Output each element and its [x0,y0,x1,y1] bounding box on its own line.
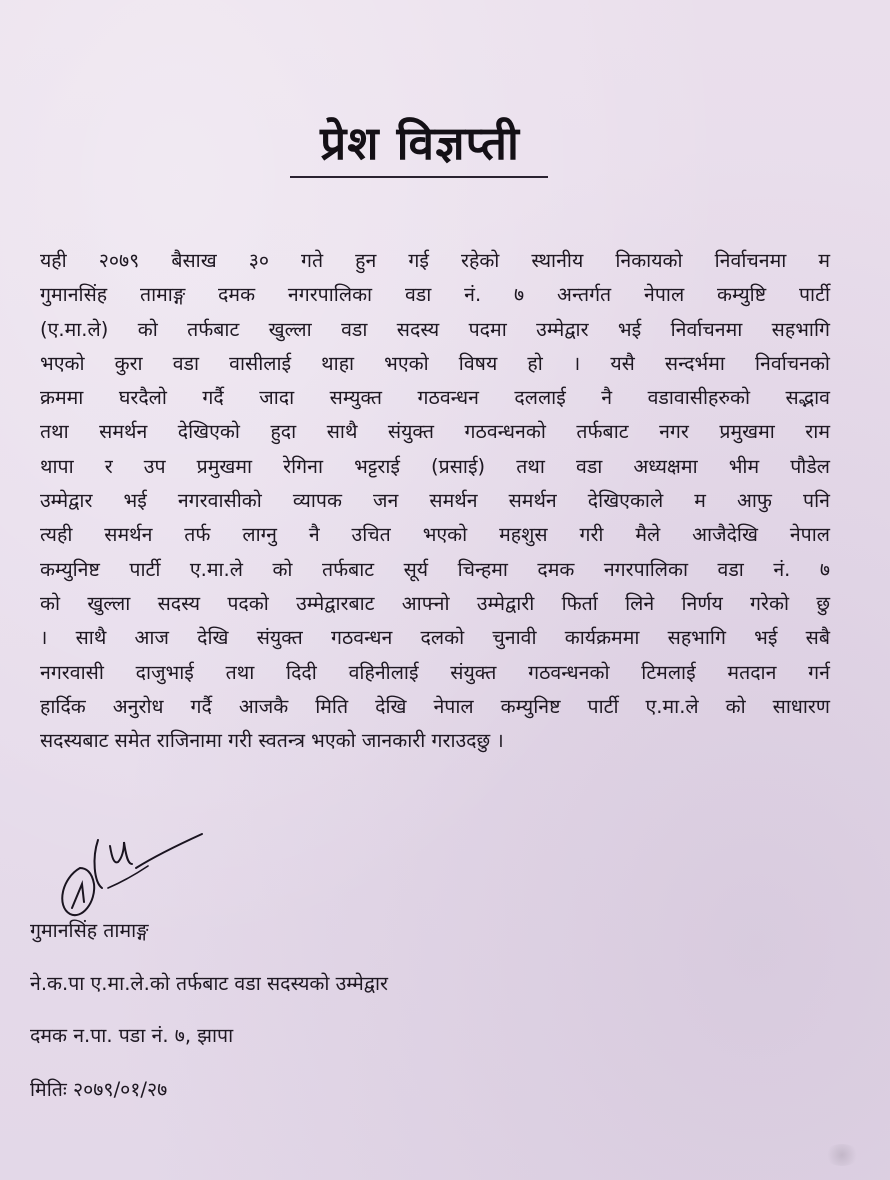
signatory-role: ने.क.पा ए.मा.ले.को तर्फबाट वडा सदस्यको उम्मेद्वार [30,972,389,995]
body-line: यही २०७९ बैसाख ३० गते हुन गई रहेको स्थानीय निकायको निर्वाचनमा म [40,249,830,272]
body-line: हार्दिक अनुरोध गर्दै आजकै मिति देखि नेपाल कम्युनिष्ट पार्टी ए.मा.ले को साधारण [40,694,830,718]
title-underline [290,176,548,178]
paper-smudge [824,1144,860,1166]
body-line: भएको कुरा वडा वासीलाई थाहा भएको विषय हो । यसै सन्दर्भमा निर्वाचनको [40,351,830,375]
body-line-last: सदस्यबाट समेत राजिनामा गरी स्वतन्त्र भएको जानकारी गराउदछु । [40,729,504,753]
signatory-address: दमक न.पा. पडा नं. ७, झापा [30,1024,234,1047]
body-line: त्यही समर्थन तर्फ लाग्नु नै उचित भएको महशुस गरी मैले आजैदेखि नेपाल [40,523,830,547]
body-line: कम्युनिष्ट पार्टी ए.मा.ले को तर्फबाट सूर्य चिन्हमा दमक नगरपालिका वडा नं. ७ [40,557,830,581]
document-date: मितिः २०७९/०१/२७ [30,1078,168,1101]
handwritten-signature [52,828,222,928]
document-title: प्रेश विज्ञप्ती [320,116,520,170]
body-line: । साथै आज देखि संयुक्त गठवन्धन दलको चुनावी कार्यक्रममा सहभागि भई सबै [40,626,830,650]
body-line: को खुल्ला सदस्य पदको उम्मेद्वारबाट आफ्नो उम्मेद्वारी फिर्ता लिने निर्णय गरेको छु [40,591,830,615]
body-line: (ए.मा.ले) को तर्फबाट खुल्ला वडा सदस्य पदमा उम्मेद्वार भई निर्वाचनमा सहभागि [40,317,830,341]
body-line: उम्मेद्वार भई नगरवासीको व्यापक जन समर्थन समर्थन देखिएकाले म आफु पनि [40,489,830,513]
body-line: तथा समर्थन देखिएको हुदा साथै संयुक्त गठवन्धनको तर्फबाट नगर प्रमुखमा राम [40,420,830,444]
body-line: क्रममा घरदैलो गर्दै जादा सम्युक्त गठवन्धन दललाई नै वडावासीहरुको सद्भाव [40,386,830,410]
body-line: गुमानसिंह तामाङ्ग दमक नगरपालिका वडा नं. ७ अन्तर्गत नेपाल कम्युष्टि पार्टी [40,283,830,307]
body-line: नगरवासी दाजुभाई तथा दिदी वहिनीलाई संयुक्त गठवन्धनको टिमलाई मतदान गर्न [40,660,830,684]
body-line: थापा र उप प्रमुखमा रेगिना भट्टराई (प्रसाई) तथा वडा अध्यक्षमा भीम पौडेल [40,454,830,478]
signatory-name: गुमानसिंह तामाङ्ग [30,919,149,942]
body-paragraph [40,244,830,758]
